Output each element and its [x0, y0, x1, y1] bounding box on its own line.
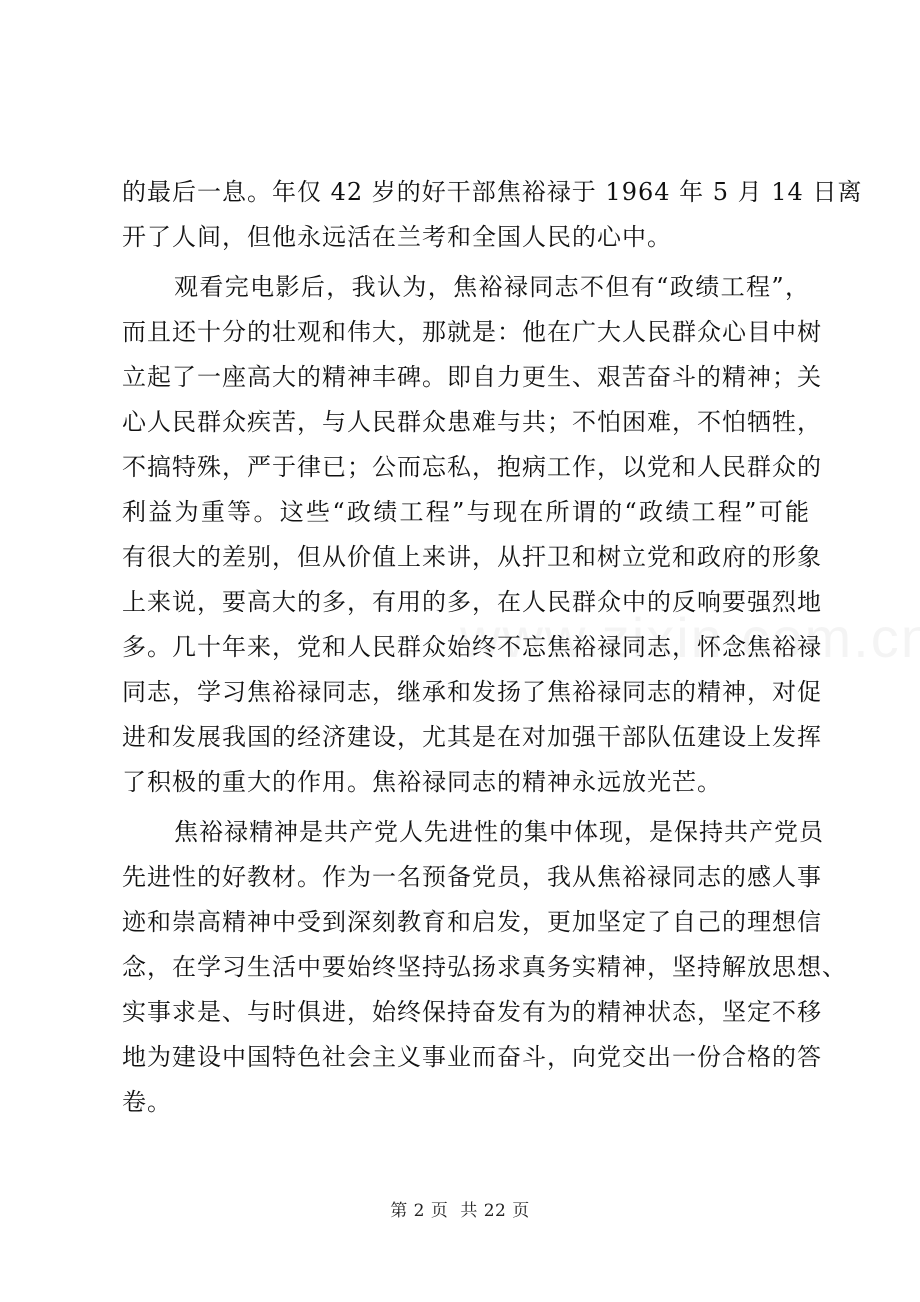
text-line: 卷。	[122, 1088, 172, 1116]
text-line: 利益为重等。这些“政绩工程”与现在所谓的“政绩工程”可能	[122, 498, 810, 526]
paragraph-3	[122, 810, 847, 1125]
text-line: 开了人间，但他永远活在兰考和全国人民的心中。	[122, 223, 672, 251]
page-number: 第 2 页	[390, 1201, 449, 1221]
text-line: 立起了一座高大的精神丰碑。即自力更生、艰苦奋斗的精神；关	[122, 363, 822, 391]
text-line: 焦裕禄精神是共产党人先进性的集中体现，是保持共产党员	[174, 818, 824, 846]
text-line: 多。几十年来，党和人民群众始终不忘焦裕禄同志，怀念焦裕禄	[122, 633, 822, 661]
text-line: 同志，学习焦裕禄同志，继承和发扬了焦裕禄同志的精神，对促	[122, 678, 822, 706]
page-footer	[0, 1196, 920, 1221]
text-line: 地为建设中国特色社会主义事业而奋斗，向党交出一份合格的答	[122, 1043, 822, 1071]
text-line: 的最后一息。年仅 42 岁的好干部焦裕禄于 1964 年 5 月 14 日离	[122, 178, 863, 206]
text-line: 迹和崇高精神中受到深刻教育和启发，更加坚定了自己的理想信	[122, 908, 822, 936]
text-line: 实事求是、与时俱进，始终保持奋发有为的精神状态，坚定不移	[122, 998, 822, 1026]
page-total: 共 22 页	[460, 1201, 530, 1221]
document-body	[122, 170, 863, 1125]
text-line: 有很大的差别，但从价值上来讲，从扞卫和树立党和政府的形象	[122, 543, 822, 571]
text-line: 了积极的重大的作用。焦裕禄同志的精神永远放光芒。	[122, 768, 722, 796]
text-line: 心人民群众疾苦，与人民群众患难与共；不怕困难，不怕牺牲，	[122, 408, 822, 436]
text-line: 念，在学习生活中要始终坚持弘扬求真务实精神，坚持解放思想、	[122, 953, 847, 981]
text-line: 观看完电影后，我认为，焦裕禄同志不但有“政绩工程”，	[174, 273, 810, 301]
text-line: 先进性的好教材。作为一名预备党员，我从焦裕禄同志的感人事	[122, 863, 822, 891]
text-line: 不搞特殊，严于律已；公而忘私，抱病工作，以党和人民群众的	[122, 453, 822, 481]
text-line: 上来说，要高大的多，有用的多，在人民群众中的反响要强烈地	[122, 588, 822, 616]
text-line: 进和发展我国的经济建设，尤其是在对加强干部队伍建设上发挥	[122, 723, 822, 751]
text-line: 而且还十分的壮观和伟大，那就是：他在广大人民群众心目中树	[122, 318, 822, 346]
paragraph-2	[122, 265, 822, 805]
paragraph-1	[122, 170, 863, 260]
